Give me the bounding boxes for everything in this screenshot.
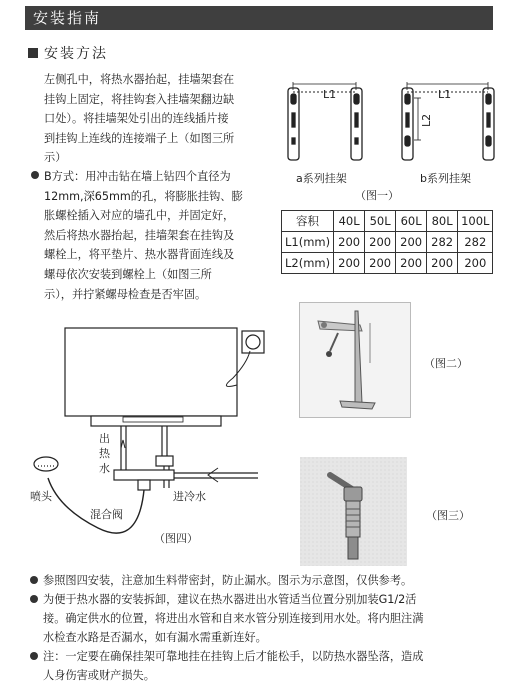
spec-table <box>281 210 493 274</box>
dim-l1-label-a: L1 <box>323 88 337 101</box>
dim-l2-label: L2 <box>420 113 433 127</box>
table-cell: L1(mm) <box>282 232 334 253</box>
text-line: 到挂钩上连线的连接端子上（如图三所 <box>44 131 235 145</box>
figure-3-photo <box>300 457 407 566</box>
text-line: B方式：用冲击钻在墙上钻四个直径为 <box>44 170 231 183</box>
table-row <box>282 232 493 253</box>
spec-table-wrapper <box>281 210 493 274</box>
table-cell: 200 <box>396 253 427 274</box>
figure-1-bracket-diagram <box>278 78 500 176</box>
section-heading <box>28 43 108 63</box>
table-cell: 200 <box>365 232 396 253</box>
bullet-icon <box>30 652 38 660</box>
hot-out-label-2: 热 <box>99 447 110 460</box>
table-cell: 容积 <box>282 211 334 232</box>
shower-head-icon <box>34 457 58 471</box>
table-cell: 282 <box>427 232 458 253</box>
table-cell: 200 <box>458 253 493 274</box>
text-line: 水检查水路是否漏水，如有漏水需重新连好。 <box>43 631 267 644</box>
shower-label: 喷头 <box>30 490 52 503</box>
hook-bracket-illustration <box>300 303 410 417</box>
b-series-label: b系列挂架 <box>420 172 471 185</box>
table-cell: 200 <box>334 253 365 274</box>
power-socket <box>242 331 264 353</box>
figure-3-caption: （图三） <box>426 509 470 522</box>
text-line: 人身伤害或财产损失。 <box>43 669 155 682</box>
table-cell: 200 <box>334 232 365 253</box>
list-item <box>30 590 500 647</box>
bullet-icon <box>30 595 38 603</box>
figure-4-caption: （图四） <box>154 532 198 545</box>
table-cell: 40L <box>334 211 365 232</box>
heater-body <box>65 328 237 416</box>
figure-4-plumbing-diagram <box>28 318 290 553</box>
text-line: 为便于热水器的安装拆卸，建议在热水器进出水管适当位置分别加装G1/2活 <box>43 593 417 606</box>
hot-out-label-3: 水 <box>99 462 110 475</box>
figure-1-caption: （图一） <box>355 189 399 202</box>
text-line: 挂钩上固定，将挂钩套入挂墙架翻边缺 <box>44 92 235 106</box>
table-cell: 80L <box>427 211 458 232</box>
text-line: 注：一定要在确保挂架可靠地挂在挂钩上后才能松手，以防热水器坠落，造成 <box>43 650 424 663</box>
text-line: 接。确定供水的位置，将进出水管和自来水管分别连接到用水处。将内胆注满 <box>43 612 424 625</box>
table-cell: 200 <box>365 253 396 274</box>
table-cell: 200 <box>396 232 427 253</box>
table-cell: L2(mm) <box>282 253 334 274</box>
bullet-icon <box>31 171 39 179</box>
section-title: 安装方法 <box>44 46 108 62</box>
table-cell: 200 <box>427 253 458 274</box>
hot-out-label-1: 出 <box>99 432 110 445</box>
mixer-valve <box>114 470 174 480</box>
page-banner <box>25 6 493 30</box>
text-line: 示），并拧紧螺母检查是否牢固。 <box>44 287 207 301</box>
a-series-label: a系列挂架 <box>296 172 347 185</box>
dim-l1-label-b: L1 <box>438 88 452 101</box>
page-title: 安装指南 <box>33 9 102 27</box>
square-bullet-icon <box>28 48 38 58</box>
mixer-label: 混合阀 <box>90 508 123 521</box>
method-b-paragraph <box>31 167 281 304</box>
list-item <box>30 647 500 685</box>
table-cell: 50L <box>365 211 396 232</box>
notes-list <box>30 571 500 685</box>
list-item <box>30 571 500 590</box>
figure-2-photo <box>299 302 411 418</box>
text-line: 螺母依次安装到螺栓上（如图三所 <box>44 267 212 281</box>
table-cell: 100L <box>458 211 493 232</box>
bullet-icon <box>30 576 38 584</box>
table-row <box>282 253 493 274</box>
table-cell: 282 <box>458 232 493 253</box>
table-cell: 60L <box>396 211 427 232</box>
text-line: 12mm,深65mm的孔，将膨胀挂钩、膨 <box>44 189 243 203</box>
text-line: 左侧孔中，将热水器抬起，挂墙架套在 <box>44 73 235 86</box>
text-line: 胀螺栓插入对应的墙孔中，并固定好， <box>44 209 235 223</box>
method-a-paragraph <box>44 70 274 168</box>
text-line: 参照图四安装，注意加生料带密封，防止漏水。图示为示意图，仅供参考。 <box>43 574 413 587</box>
bolt-illustration <box>300 457 407 566</box>
table-row <box>282 211 493 232</box>
text-line: 螺栓上，将平垫片、热水器背面连线及 <box>44 248 235 262</box>
text-line: 然后将热水器抬起，挂墙架套在挂钩及 <box>44 228 235 242</box>
figure-2-caption: （图二） <box>424 357 468 370</box>
text-line: 示） <box>44 151 67 165</box>
text-line: 口处）。将挂墙架处引出的连线插片接 <box>44 112 229 126</box>
cold-in-label: 进冷水 <box>173 490 206 503</box>
